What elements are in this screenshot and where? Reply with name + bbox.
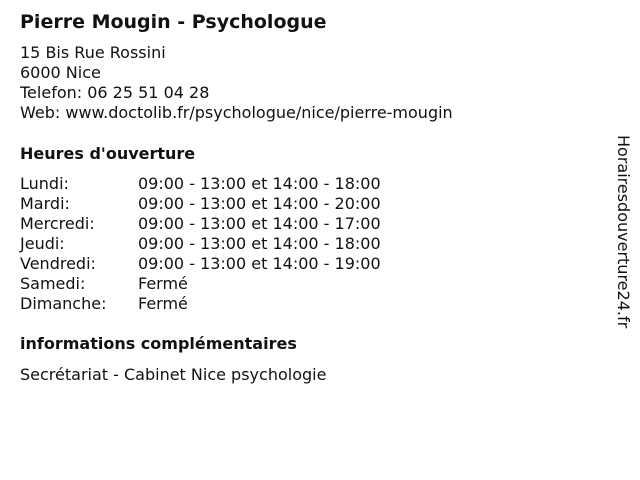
hours-value: 09:00 - 13:00 et 14:00 - 19:00 (138, 254, 381, 273)
page-title: Pierre Mougin - Psychologue (20, 11, 327, 33)
website: Web: www.doctolib.fr/psychologue/nice/pierre-mougin (20, 103, 453, 122)
watermark (613, 135, 633, 345)
hours-row-friday (20, 254, 440, 274)
day-label: Mercredi: (20, 214, 95, 233)
address-block (20, 43, 453, 123)
hours-row-thursday (20, 234, 440, 254)
watermark-text: Horairesdouverture24.fr (614, 135, 633, 329)
hours-row-wednesday (20, 214, 440, 234)
street-address: 15 Bis Rue Rossini (20, 43, 166, 62)
day-label: Jeudi: (20, 234, 65, 253)
hours-row-sunday (20, 294, 440, 314)
opening-hours-list (20, 174, 440, 314)
day-label: Dimanche: (20, 294, 107, 313)
additional-info-heading: informations complémentaires (20, 334, 297, 353)
hours-value: Fermé (138, 294, 188, 313)
city: 6000 Nice (20, 63, 101, 82)
opening-hours-heading: Heures d'ouverture (20, 144, 196, 163)
hours-value: 09:00 - 13:00 et 14:00 - 17:00 (138, 214, 381, 233)
hours-row-tuesday (20, 194, 440, 214)
hours-value: 09:00 - 13:00 et 14:00 - 20:00 (138, 194, 381, 213)
day-label: Mardi: (20, 194, 70, 213)
hours-value: 09:00 - 13:00 et 14:00 - 18:00 (138, 174, 381, 193)
day-label: Samedi: (20, 274, 86, 293)
hours-value: Fermé (138, 274, 188, 293)
additional-info-text: Secrétariat - Cabinet Nice psychologie (20, 365, 327, 384)
phone-number: Telefon: 06 25 51 04 28 (20, 83, 210, 102)
hours-value: 09:00 - 13:00 et 14:00 - 18:00 (138, 234, 381, 253)
hours-row-saturday (20, 274, 440, 294)
day-label: Vendredi: (20, 254, 96, 273)
day-label: Lundi: (20, 174, 69, 193)
hours-row-monday (20, 174, 440, 194)
